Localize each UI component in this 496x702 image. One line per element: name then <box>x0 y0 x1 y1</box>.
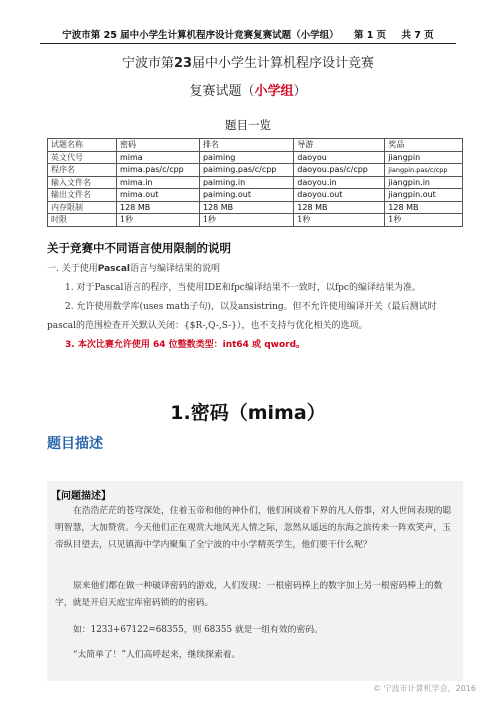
copyright-footer: © 宁波市计算机学会，2016 <box>373 684 476 693</box>
subtitle-post: ） <box>293 84 307 99</box>
table-cell: 128 MB <box>199 201 293 214</box>
problem-code: mima <box>247 402 307 424</box>
problem-number: 1. <box>170 402 191 424</box>
row-label: 输出文件名 <box>48 189 117 202</box>
table-cell: mima.pas/c/cpp <box>117 164 200 177</box>
language-line-2: 2. 允许使用数学库(uses math子句)，以及ansistring。但不允许使用编译开关（最后测试时pascal的范围检查开关默认关闭：{$R-,Q-,S-}），也不支持与优化相关的选项。 <box>47 302 437 331</box>
table-cell: jiangpin.in <box>385 176 463 189</box>
table-cell: 密码 <box>117 139 200 152</box>
table-cell: 排名 <box>199 139 293 152</box>
row-label: 时限 <box>48 214 117 227</box>
item-1-bold: Pascal <box>97 264 131 274</box>
page-header <box>40 27 456 44</box>
language-line-3: 3. 本次比赛允许使用 64 位整数类型：int64 或 qword。 <box>65 340 306 350</box>
table-cell: 128 MB <box>294 201 385 214</box>
contest-title <box>0 52 496 71</box>
problem-name: 密码（ <box>190 402 248 424</box>
description-paragraph-3: 如：1233+67122=68355，则 68355 就是一组有效的密码。 <box>73 625 323 635</box>
table-row <box>48 164 463 177</box>
table-cell: 1秒 <box>199 214 293 227</box>
table-cell: paiming.out <box>199 189 293 202</box>
table-cell: daoyou.out <box>294 189 385 202</box>
row-label: 程序名 <box>48 164 117 177</box>
table-cell: 导游 <box>294 139 385 152</box>
subtitle-pre: 复赛试题（ <box>189 84 255 99</box>
description-heading: 题目描述 <box>47 436 103 452</box>
table-cell: daoyou.pas/c/cpp <box>294 164 385 177</box>
table-row <box>48 176 463 189</box>
table-cell: mima <box>117 151 200 164</box>
table-cell: paiming.pas/c/cpp <box>199 164 293 177</box>
header-page: 第 1 页 <box>353 30 387 41</box>
table-cell: jiangpin.out <box>385 189 463 202</box>
table-row <box>48 214 463 227</box>
problem-close: ） <box>306 402 326 424</box>
table-cell: 128 MB <box>117 201 200 214</box>
description-paragraph-4: “太简单了！”人们高呼起来，继续探索着。 <box>73 650 241 660</box>
subtitle-group: 小学组 <box>254 84 294 99</box>
table-cell: paiming <box>199 151 293 164</box>
table-cell: 1秒 <box>117 214 200 227</box>
language-rules-heading: 关于竞赛中不同语言使用限制的说明 <box>47 241 231 255</box>
language-item-1 <box>47 260 463 279</box>
description-paragraph-2: 原来他们都在做一种破译密码的游戏，人们发现：一根密码棒上的数字加上另一根密码棒上的数字，就是开启天庭宝库密码锁的的密码。 <box>55 581 443 608</box>
problem-table <box>47 138 463 227</box>
row-label: 英文代号 <box>48 151 117 164</box>
problem-title <box>0 398 496 425</box>
description-box <box>47 481 463 681</box>
contest-title-pre: 宁波市第 <box>121 56 174 71</box>
row-label: 输入文件名 <box>48 176 117 189</box>
table-row <box>48 201 463 214</box>
table-row <box>48 139 463 152</box>
table-cell: mima.in <box>117 176 200 189</box>
row-label: 内存限制 <box>48 201 117 214</box>
table-cell: daoyou <box>294 151 385 164</box>
overview-heading: 题目一览 <box>225 118 271 132</box>
table-cell: mima.out <box>117 189 200 202</box>
item-1-pre: 一. 关于使用 <box>47 264 98 274</box>
header-title: 宁波市第 25 届中小学生计算机程序设计竞赛复赛试题（小学组） <box>62 30 339 41</box>
row-label: 试题名称 <box>48 139 117 152</box>
table-cell: 1秒 <box>294 214 385 227</box>
table-row <box>48 151 463 164</box>
table-cell: daoyou.in <box>294 176 385 189</box>
description-paragraph-1: 在浩浩茫茫的苍穹深处，住着玉帝和他的神仆们，他们闲谈着下界的凡人俗事，对人世间表现的聪明智慧，大加赞赏。今天他们正在观赏大地风光人情之际，忽然从遥远的东海之滨传来一阵欢笑声，玉帝纵目望去，只见镇海中学内聚集了全宁波的中小学精英学生，他们要干什么呢？ <box>55 506 452 550</box>
table-cell: 128 MB <box>385 201 463 214</box>
language-line-1: 1. 对于Pascal语言的程序，当使用IDE和fpc编译结果不一致时，以fpc的编译结果为准。 <box>65 283 421 293</box>
table-cell: 1秒 <box>385 214 463 227</box>
table-cell: 奖品 <box>385 139 463 152</box>
contest-title-post: 届中小学生计算机程序设计竞赛 <box>192 56 375 71</box>
box-heading: 【问题描述】 <box>51 491 111 502</box>
subtitle <box>0 80 496 99</box>
item-1-post: 语言与编译结果的说明 <box>130 264 221 274</box>
table-cell: paiming.in <box>199 176 293 189</box>
header-total: 共 7 页 <box>401 30 434 41</box>
table-cell: jiangpin <box>385 151 463 164</box>
table-cell: jiangpin.pas/c/cpp <box>385 164 463 177</box>
contest-number: 23 <box>173 56 193 71</box>
table-row <box>48 189 463 202</box>
